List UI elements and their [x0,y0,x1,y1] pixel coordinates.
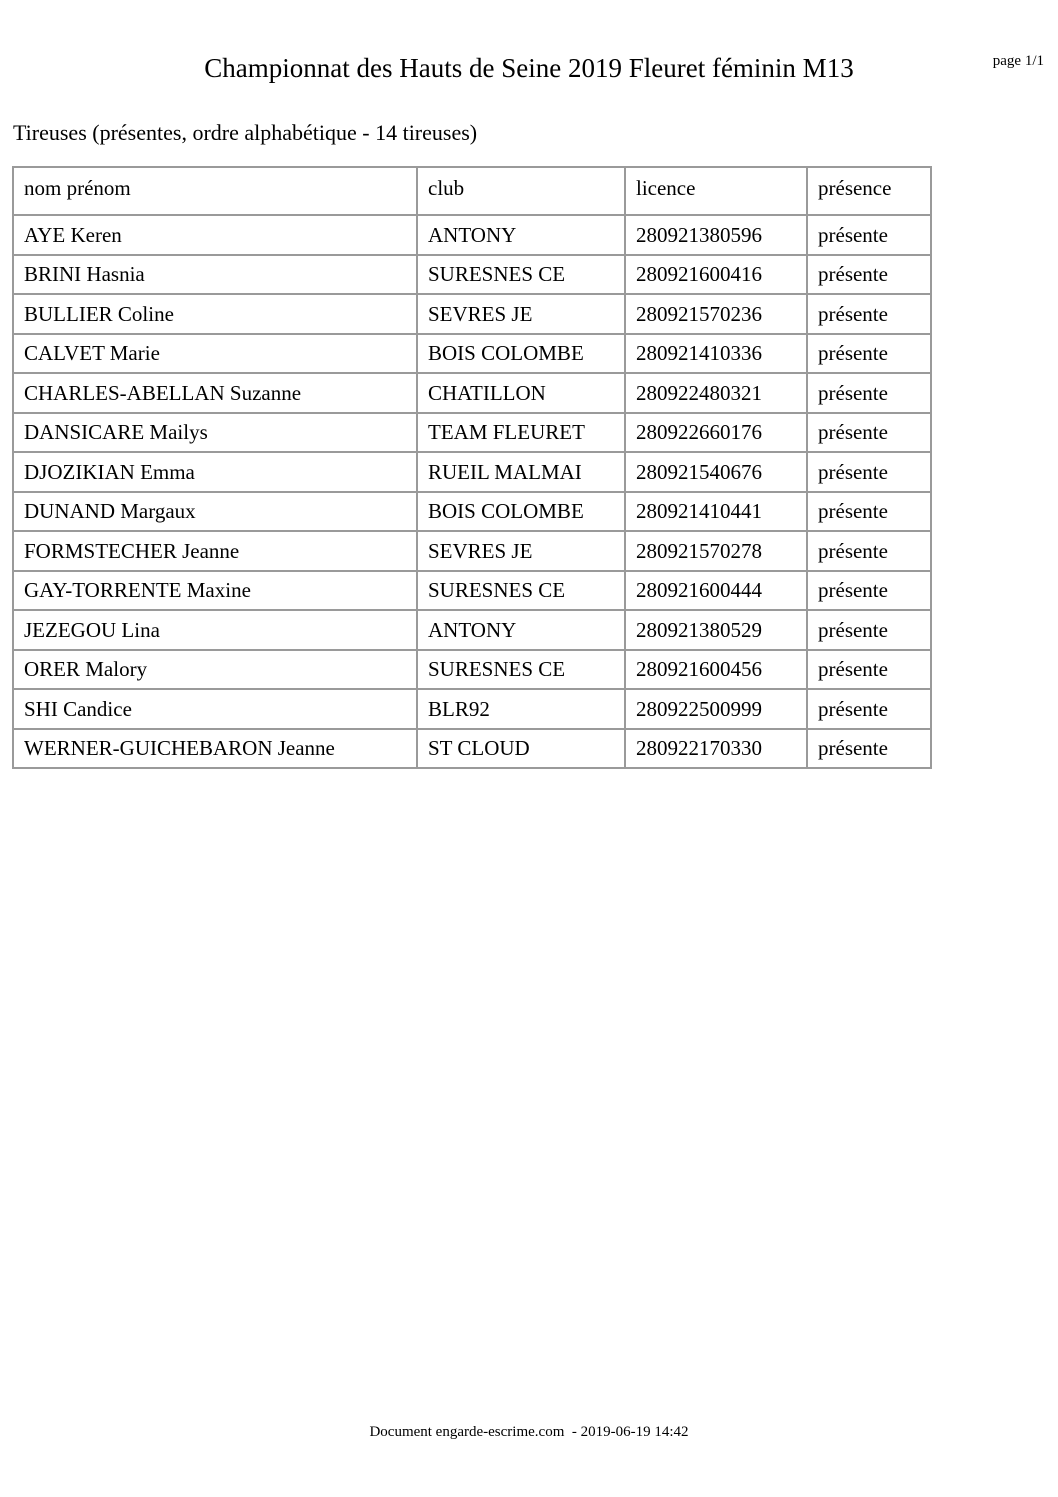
cell-licence: 280922480321 [626,374,808,414]
cell-presence: présente [808,532,930,572]
cell-name: AYE Keren [14,216,418,256]
cell-licence: 280921380529 [626,611,808,651]
table-row [14,493,930,533]
cell-club: ANTONY [418,216,626,256]
cell-name: DUNAND Margaux [14,493,418,533]
cell-club: SURESNES CE [418,651,626,691]
cell-presence: présente [808,730,930,770]
table-row [14,611,930,651]
cell-presence: présente [808,414,930,454]
cell-licence: 280922170330 [626,730,808,770]
cell-presence: présente [808,690,930,730]
column-header-presence: présence [808,168,930,216]
cell-presence: présente [808,453,930,493]
cell-club: BLR92 [418,690,626,730]
column-header-name: nom prénom [14,168,418,216]
table-row [14,295,930,335]
cell-presence: présente [808,572,930,612]
cell-licence: 280921380596 [626,216,808,256]
cell-club: SURESNES CE [418,572,626,612]
page-title: Championnat des Hauts de Seine 2019 Fleuret féminin M13 [204,53,854,83]
cell-presence: présente [808,493,930,533]
cell-name: WERNER-GUICHEBARON Jeanne [14,730,418,770]
cell-licence: 280921410336 [626,335,808,375]
cell-presence: présente [808,374,930,414]
cell-name: ORER Malory [14,651,418,691]
cell-presence: présente [808,295,930,335]
cell-name: JEZEGOU Lina [14,611,418,651]
table-row [14,651,930,691]
cell-licence: 280921600416 [626,256,808,296]
table-header-row [14,168,930,216]
cell-club: BOIS COLOMBE [418,493,626,533]
cell-name: CHARLES-ABELLAN Suzanne [14,374,418,414]
cell-name: GAY-TORRENTE Maxine [14,572,418,612]
table-row [14,374,930,414]
cell-licence: 280921540676 [626,453,808,493]
column-header-licence: licence [626,168,808,216]
cell-presence: présente [808,335,930,375]
cell-name: FORMSTECHER Jeanne [14,532,418,572]
table-row [14,256,930,296]
section-subtitle: Tireuses (présentes, ordre alphabétique - 14 tireuses) [13,120,478,145]
page-number: page 1/1 [992,53,1044,69]
cell-licence: 280921600456 [626,651,808,691]
cell-name: DANSICARE Mailys [14,414,418,454]
table-row [14,572,930,612]
table-body [14,216,930,769]
table-row [14,453,930,493]
cell-licence: 280921570278 [626,532,808,572]
cell-club: ST CLOUD [418,730,626,770]
cell-club: SEVRES JE [418,295,626,335]
fencer-table [12,166,932,769]
cell-presence: présente [808,611,930,651]
cell-club: SEVRES JE [418,532,626,572]
table-row [14,414,930,454]
cell-licence: 280921570236 [626,295,808,335]
cell-licence: 280921410441 [626,493,808,533]
table-row [14,532,930,572]
cell-licence: 280922500999 [626,690,808,730]
cell-name: BRINI Hasnia [14,256,418,296]
cell-club: ANTONY [418,611,626,651]
cell-presence: présente [808,256,930,296]
cell-club: BOIS COLOMBE [418,335,626,375]
column-header-club: club [418,168,626,216]
table-row [14,335,930,375]
cell-presence: présente [808,216,930,256]
table-row [14,730,930,770]
cell-name: BULLIER Coline [14,295,418,335]
cell-licence: 280922660176 [626,414,808,454]
cell-club: SURESNES CE [418,256,626,296]
cell-licence: 280921600444 [626,572,808,612]
cell-name: DJOZIKIAN Emma [14,453,418,493]
cell-club: CHATILLON [418,374,626,414]
cell-presence: présente [808,651,930,691]
document-footer: Document engarde-escrime.com - 2019-06-19 14:42 [369,1424,689,1440]
cell-club: TEAM FLEURET [418,414,626,454]
table-row [14,690,930,730]
cell-club: RUEIL MALMAI [418,453,626,493]
table-row [14,216,930,256]
cell-name: CALVET Marie [14,335,418,375]
cell-name: SHI Candice [14,690,418,730]
